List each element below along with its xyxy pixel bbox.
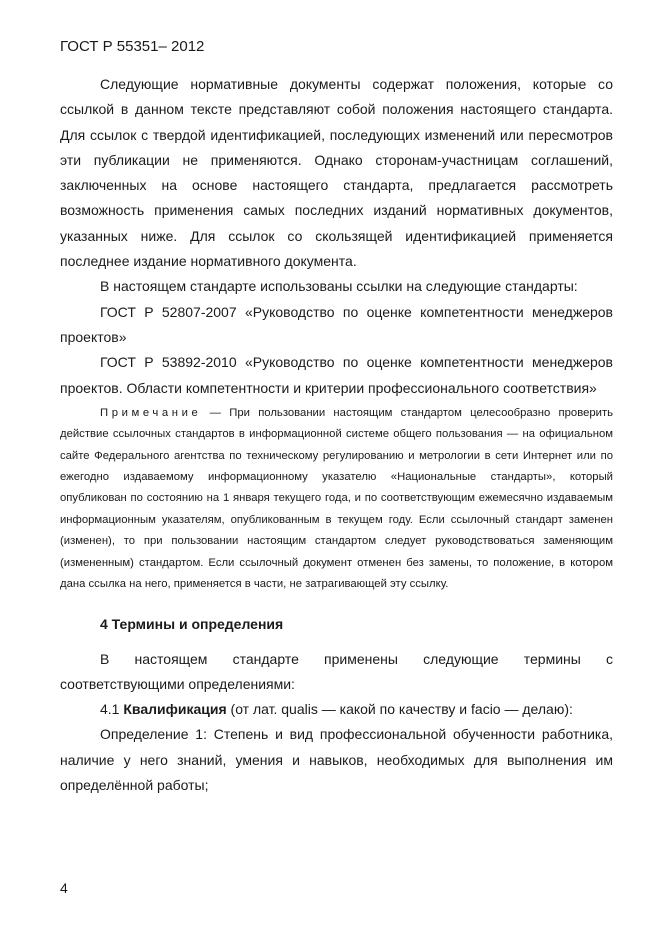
term-qualification-paragraph [60, 697, 613, 722]
term-number: 4.1 [100, 701, 124, 718]
document-header: ГОСТ Р 55351– 2012 [60, 38, 205, 55]
page-number: 4 [60, 880, 68, 896]
terms-intro-paragraph: В настоящем стандарте применены следующие термины с соответствующими определениями: [60, 650, 613, 692]
note-text: При пользовании настоящим стандартом целесообразно проверить действие ссылочных стандартов в информационной системе общего пользования — на официальном сайте Федерального агентства по техническому регулированию и метрологии в сети Интернет или по ежегодно издаваемому информационному указателю «Национальные стандарты», который опубликован по состоянию на 1 января текущего года, и по соответствующим ежемесячно издаваемым информационным указателям, опубликованным в текущем году. Если ссылочный стандарт заменен (изменен), то при пользовании настоящим стандартом следует руководствоваться заменяющим (измененным) стандартом. Если ссылочный документ отменен без замены, то положение, в котором дана ссылка на него, применяется в части, не затрагивающей эту ссылку. [60, 406, 614, 591]
term-name: Квалификация [123, 701, 227, 718]
note-dash: — [201, 406, 230, 419]
note-paragraph [60, 403, 613, 596]
note-label: Примечание [100, 406, 202, 419]
term-etymology: (от лат. qualis — какой по качеству и facio — делаю): [226, 701, 573, 718]
references-intro-paragraph: В настоящем стандарте использованы ссылки на следующие стандарты: [100, 278, 578, 295]
section-heading: 4 Термины и определения [100, 615, 284, 632]
reference-gost-53892: ГОСТ Р 53892-2010 «Руководство по оценке компетентности менеджеров проектов. Области компетентности и критерии профессионального соответствия» [60, 354, 613, 396]
normative-references-paragraph: Следующие нормативные документы содержат положения, которые со ссылкой в данном тексте представляют собой положения настоящего стандарта. Для ссылок с твердой идентификацией, последующих изменений или пересмотров эти публикации не применяются. Однако сторонам-участницам соглашений, заключенных на основе настоящего стандарта, предлагается рассмотреть возможность применения самых последних изданий нормативных документов, указанных ниже. Для ссылок со скользящей идентификацией применяется последнее издание нормативного документа. [60, 76, 613, 270]
reference-gost-52807: ГОСТ Р 52807-2007 «Руководство по оценке компетентности менеджеров проектов» [60, 303, 613, 345]
term-definition-paragraph: Определение 1: Степень и вид профессиональной обученности работника, наличие у него знаний, умения и навыков, необходимых для выполнения им определённой работы; [60, 726, 613, 793]
document-body [60, 72, 613, 798]
